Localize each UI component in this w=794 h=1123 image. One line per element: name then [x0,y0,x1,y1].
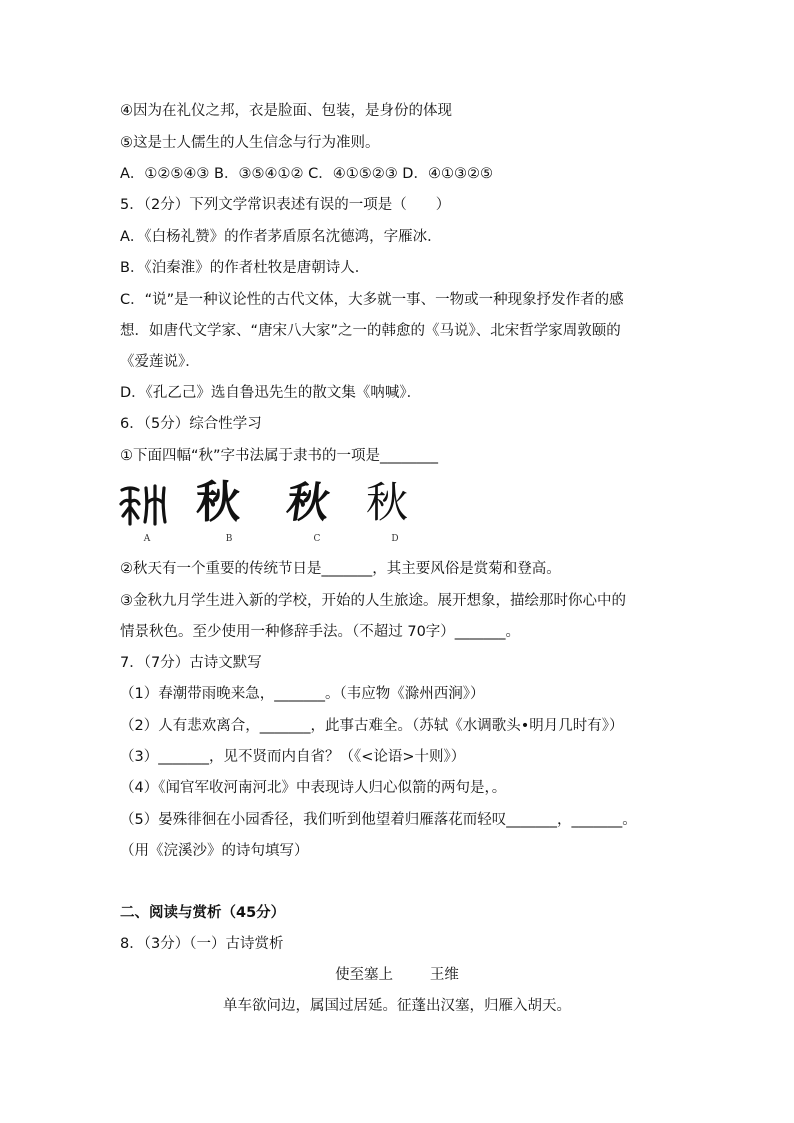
calligraphy-char-b: 秋 [196,477,240,528]
question-6-part-1: ①下面四幅“秋”字书法属于隶书的一项是________ [120,448,439,464]
calligraphy-label-d: D [391,534,399,544]
calligraphy-char-c: 秋 [283,478,333,527]
question-7-item-2: （2）人有悲欢离合，_______，此事古难全。（苏轼《水调歌头•明月几时有》） [120,718,624,734]
question-6-part-3-cont: 情景秋色。至少使用一种修辞手法。（不超过 70字）_______。 [120,624,521,640]
option-d: D．《孔乙己》选自鲁迅先生的散文集《呐喊》． [120,385,422,401]
question-7-item-5-cont: （用《浣溪沙》的诗句填写） [120,843,309,859]
option-b: B．《泊秦淮》的作者杜牧是唐朝诗人． [120,260,370,276]
poem-title: 使至塞上 王维 [335,967,459,983]
question-6-title: 6．（5分）综合性学习 [120,416,262,432]
option-c-cont: 想．如唐代文学家、“唐宋八大家”之一的韩愈的《马说》、北宋哲学家周敦颐的 [120,323,621,339]
section-heading: 二、阅读与赏析（45分） [120,905,286,921]
option-a: A．《白杨礼赞》的作者茅盾原名沈德鸿，字雁冰． [120,229,442,245]
question-7-item-1: （1）春潮带雨晚来急，_______。（韦应物《滁州西涧》） [120,686,485,702]
calligraphy-label-b: B [225,534,233,544]
text-line: ④因为在礼仪之邦，衣是脸面、包装，是身份的体现 [120,103,452,119]
seal-script-character-image [118,482,168,526]
question-6-part-2: ②秋天有一个重要的传统节日是_______，其主要风俗是赏菊和登高。 [120,561,561,577]
question-7-item-3: （3）_______，见不贤而内自省？（《<论语>十则》） [120,749,466,765]
option-c-cont: 《爱莲说》． [120,354,200,370]
question-6-part-3: ③金秋九月学生进入新的学校，开始的人生旅途。展开想象，描绘那时你心中的 [120,593,626,609]
option-c: C．“说”是一种议论性的古代文体，大多就一事、一物或一种现象抒发作者的感 [120,292,624,308]
question-7-item-5: （5）晏殊徘徊在小园香径，我们听到他望着归雁落花而轻叹_______，_______。 [120,812,637,828]
calligraphy-label-a: A [143,534,151,544]
question-8-title: 8．（3分）（一）古诗赏析 [120,936,284,952]
poem-line: 单车欲问边，属国过居延。征蓬出汉塞，归雁入胡天。 [223,998,571,1014]
question-7-title: 7．（7分）古诗文默写 [120,655,262,671]
answer-options: A．①②⑤④③ B．③⑤④①② C．④①⑤②③ D．④①③②⑤ [120,166,493,182]
calligraphy-label-c: C [313,534,321,544]
question-7-item-4: （4）《闻官军收河南河北》中表现诗人归心似箭的两句是，。 [120,780,507,796]
text-line: ⑤这是士人儒生的人生信念与行为准则。 [120,135,380,151]
question-5-title: 5．（2分）下列文学常识表述有误的一项是（ ） [120,197,451,213]
calligraphy-char-d: 秋 [366,478,409,527]
